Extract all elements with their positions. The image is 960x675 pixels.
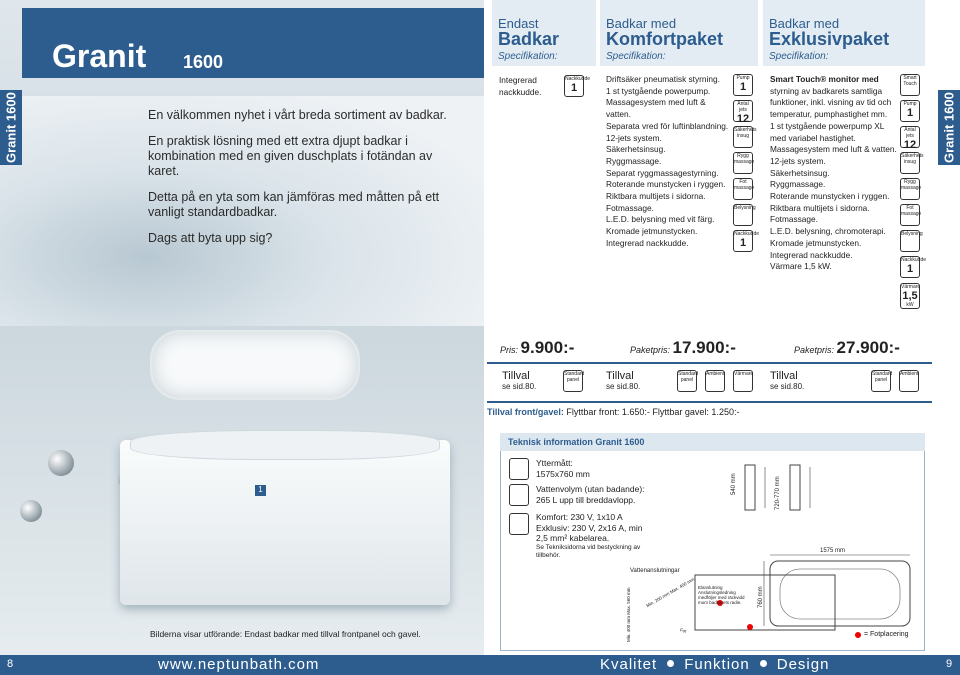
model-number: 1600 xyxy=(183,52,224,72)
spec-item: Kromade jetmunstycken. xyxy=(606,226,698,237)
back-massage-icon: Rygg massage xyxy=(733,152,753,174)
side-profile xyxy=(745,465,755,510)
spec-item: 12-jets system. xyxy=(770,155,826,166)
back-massage-icon: Rygg massage xyxy=(900,178,920,200)
spec-item: Säkerhetsinsug. xyxy=(770,167,830,178)
spec-text: Yttermått: xyxy=(536,458,573,468)
technical-info-header: Teknisk information Granit 1600 xyxy=(500,433,925,451)
spec-text: 265 L upp till breddavlopp. xyxy=(536,494,636,505)
column-header-komfort xyxy=(600,0,758,66)
pump-icon: Pump 1 xyxy=(900,100,920,122)
spec-text: Se Tekniksidorna vid bestyckning av xyxy=(536,543,641,551)
heater-icon: Värmare xyxy=(733,370,753,392)
neck-pillow-icon: Nackkudde 1 xyxy=(900,256,920,278)
spec-item: 1 st tystgående powerpump. xyxy=(606,85,711,96)
tillval-endast[interactable]: Tillval se sid.80. xyxy=(502,370,537,391)
spec-item: L.E.D. belysning, chromoterapi. xyxy=(770,226,886,237)
technical-specs xyxy=(536,458,686,560)
divider xyxy=(487,362,932,364)
tillval-komfort[interactable]: Tillval se sid.80. xyxy=(606,370,641,391)
neck-pillow-icon: Nackkudde 1 xyxy=(564,75,584,97)
column-line2: Komfortpaket xyxy=(606,29,724,49)
foot-legend: = Fotplacering xyxy=(864,631,909,638)
foot-massage-icon: Fot massage xyxy=(733,178,753,200)
safety-intake-icon: Säkerhets insug xyxy=(733,126,753,148)
foot-label: Fot xyxy=(679,627,688,634)
spec-item: Riktbara multijets i sidorna. xyxy=(770,202,870,213)
title-banner xyxy=(22,8,484,78)
spec-item: Separat ryggmassagestyrning. xyxy=(606,167,719,178)
spec-item: Massagesystem med luft & vatten. xyxy=(606,97,706,120)
spec-item: Värmare 1,5 kW. xyxy=(770,261,832,272)
minmax-label-2: Min. 400 mm Max. 560 mm xyxy=(626,587,631,642)
column-line2: Exklusivpaket xyxy=(769,29,890,49)
lighting-icon: Belysning xyxy=(733,204,753,226)
chrome-jet-decor xyxy=(48,450,74,476)
intro-paragraph: En välkommen nyhet i vårt breda sortiment av badkar. xyxy=(148,108,447,122)
page-number-right: 9 xyxy=(946,658,953,670)
foot-legend-dot xyxy=(855,632,861,638)
price-exklusiv: Paketpris: 27.900:- xyxy=(794,338,900,357)
spec-text: tillbehör. xyxy=(536,551,561,559)
electrical-icon xyxy=(509,513,529,535)
foot-marker xyxy=(747,624,753,630)
tillval-exklusiv[interactable]: Tillval se sid.80. xyxy=(770,370,805,391)
column-line1: Endast xyxy=(498,16,539,31)
spec-list-komfort xyxy=(606,74,731,250)
bathtub-front-photo xyxy=(120,440,450,605)
spec-item: Separata vred för luftinblandning. xyxy=(606,120,729,131)
dimensions-icon xyxy=(509,458,529,480)
spec-item: med variabel hastighet. xyxy=(770,132,856,143)
front-gavel-info: Tillval front/gavel: Flyttbar front: 1.650:- Flyttbar gavel: 1.250:- xyxy=(487,407,740,417)
foot-massage-icon: Fot massage xyxy=(900,204,920,226)
ambient-icon: Ambient xyxy=(899,370,919,392)
spec-label: Specifikation: xyxy=(769,51,829,62)
price-komfort: Paketpris: 17.900:- xyxy=(630,338,736,357)
pump-icon: Pump 1 xyxy=(733,74,753,96)
intro-paragraph: Dags att byta upp sig? xyxy=(148,231,273,245)
slogan: Kvalitet Funktion Design xyxy=(600,656,830,673)
intro-paragraph: Detta på en yta som kan jämföras med måtten på ett vanligt standardbadkar. xyxy=(148,190,440,219)
jets-icon: Antal jets 12 xyxy=(900,126,920,148)
spec-text: Komfort: 230 V, 1x10 A xyxy=(536,512,623,522)
spec-item: L.E.D. belysning med vit färg. xyxy=(606,214,715,225)
end-profile xyxy=(790,465,800,510)
technical-drawing xyxy=(690,455,920,645)
bathtub-top-view xyxy=(150,330,360,400)
column-line1: Badkar med xyxy=(769,16,840,31)
column-line2: Badkar xyxy=(498,29,560,49)
lighting-icon: Belysning xyxy=(900,230,920,252)
dim-width: 760 mm xyxy=(758,586,764,608)
spec-item: Roterande munstycken i ryggen. xyxy=(606,179,726,190)
spec-text: Exklusiv: 230 V, 2x16 A, min xyxy=(536,522,643,533)
spec-item: Ryggmassage. xyxy=(606,155,662,166)
standard-panel-icon: Standard panel xyxy=(563,370,583,392)
standard-panel-icon: Standard panel xyxy=(871,370,891,392)
brand-logo-icon: 1 xyxy=(255,485,266,496)
page-number-left: 8 xyxy=(7,658,14,670)
water-volume-icon xyxy=(509,484,529,506)
divider xyxy=(487,401,932,403)
ambient-icon: Ambient xyxy=(705,370,725,392)
jets-icon: Antal jets 12 xyxy=(733,100,753,122)
spec-item: funktioner, inkl. visning av tid och xyxy=(770,97,892,108)
chrome-jet-decor xyxy=(20,500,42,522)
price-endast: Pris: 9.900:- xyxy=(500,338,575,357)
spec-item: Integrerad nackkudde. xyxy=(606,237,689,248)
spec-text: 1575x760 mm xyxy=(536,468,590,479)
spec-item: Smart Touch® monitor med xyxy=(770,74,879,84)
spec-item: Fotmassage. xyxy=(770,214,818,225)
spec-item: Riktbara multijets i sidorna. xyxy=(606,191,706,202)
spec-text: 2,5 mm² kabelarea. xyxy=(536,533,610,543)
standard-panel-icon: Standard panel xyxy=(677,370,697,392)
spec-label: Specifikation: xyxy=(606,51,666,62)
spec-item: nackkudde. xyxy=(499,86,542,97)
spec-item: Driftsäker pneumatisk styrning. xyxy=(606,74,720,84)
page-title: Granit xyxy=(52,38,147,74)
smart-touch-icon: Smart Touch xyxy=(900,74,920,96)
water-connection-label: Vattenanslutningar xyxy=(630,568,680,574)
electrical-connection-label: Elanslutning Anslutningsledning medföljer med räckvidd mom badkarets radie. xyxy=(698,585,745,605)
spec-item: Massagesystem med luft & vatten. xyxy=(770,144,897,155)
column-header-endast xyxy=(492,0,596,66)
spec-item: Kromade jetmunstycken. xyxy=(770,237,862,248)
safety-intake-icon: Säkerhets insug xyxy=(900,152,920,174)
photo-caption: Bilderna visar utförande: Endast badkar med tillval frontpanel och gavel. xyxy=(150,629,421,639)
side-tab-right: Granit 1600 xyxy=(938,90,960,165)
spec-item: Säkerhetsinsug. xyxy=(606,144,666,155)
website-link[interactable]: www.neptunbath.com xyxy=(158,656,320,673)
spec-item: temperatur, pumphastighet mm. xyxy=(770,109,888,120)
spec-list-exklusiv xyxy=(770,74,900,273)
column-header-exklusiv xyxy=(763,0,925,66)
heater-icon: Värmare 1,5 kW xyxy=(901,284,921,308)
dim-length: 1575 mm xyxy=(820,548,846,554)
column-line1: Badkar med xyxy=(606,16,677,31)
spec-text: Vattenvolym (utan badande): xyxy=(536,484,645,494)
intro-text xyxy=(148,108,448,257)
spec-item: Integrerad nackkudde. xyxy=(770,249,853,260)
spec-item: Fotmassage. xyxy=(606,202,654,213)
side-tab-left: Granit 1600 xyxy=(0,90,22,165)
spec-item: 1 st tystgående powerpump XL xyxy=(770,120,885,131)
spec-item: styrning av badkarets samtliga xyxy=(770,85,883,96)
neck-pillow-icon: Nackkudde 1 xyxy=(733,230,753,252)
spec-item: Roterande munstycken i ryggen. xyxy=(770,191,890,202)
spec-list-endast xyxy=(499,75,559,98)
intro-paragraph: En praktisk lösning med ett extra djupt badkar i kombination med en given duschplats i fotändan av karet. xyxy=(148,134,433,178)
footer-bar xyxy=(0,655,960,675)
spec-item: Ryggmassage. xyxy=(770,179,826,190)
spec-item: Integrerad xyxy=(499,75,537,85)
spec-label: Specifikation: xyxy=(498,51,558,62)
dim-feet: 720-770 mm xyxy=(775,476,781,510)
dim-height: 540 mm xyxy=(731,473,737,495)
bathtub-rim xyxy=(130,430,440,460)
minmax-label: Min. 200 mm Max. 400 mm xyxy=(645,576,696,609)
spec-item: 12-jets system. xyxy=(606,132,662,143)
